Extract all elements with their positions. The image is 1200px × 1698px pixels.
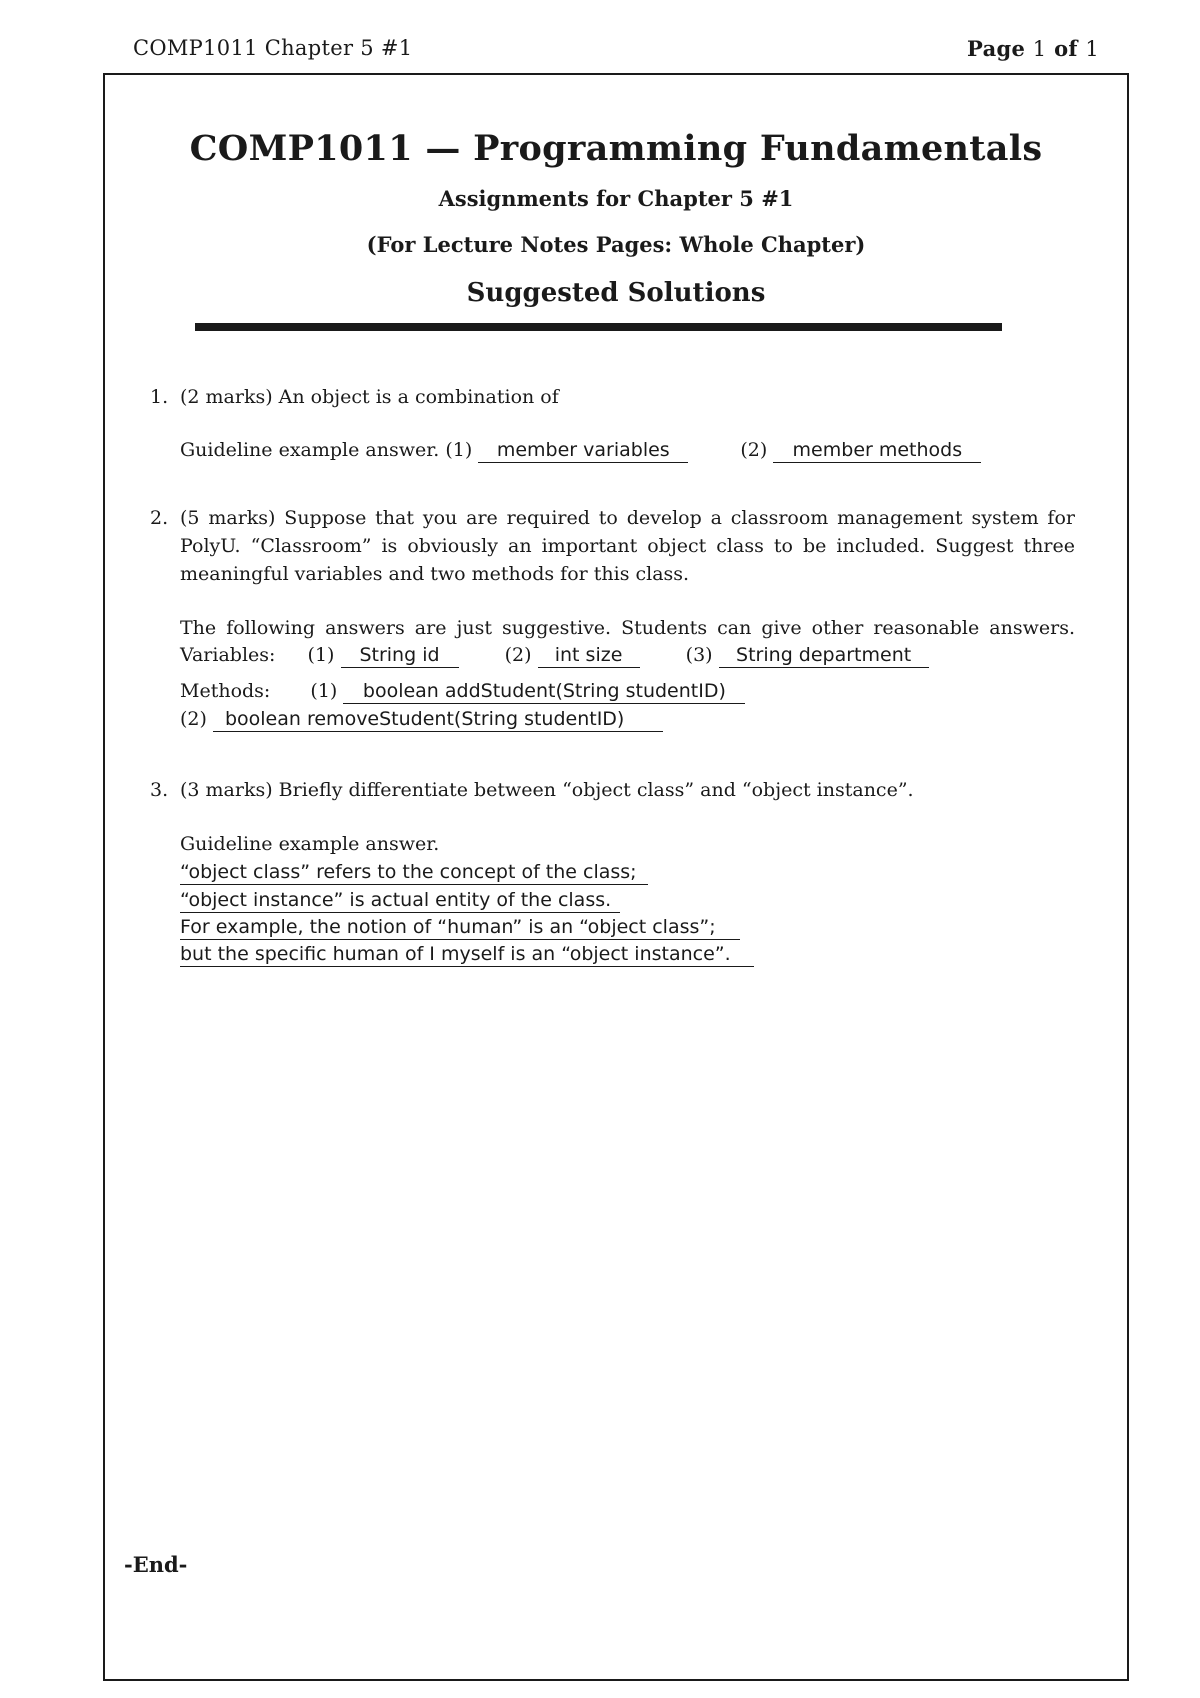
q2-method-label-2: (2) xyxy=(180,708,207,730)
q2-variable-3: String department xyxy=(719,643,929,668)
q2-method-label-1: (1) xyxy=(310,680,338,702)
q1-prompt: (2 marks) An object is a combination of xyxy=(180,386,559,408)
q2-variable-label-2: (2) xyxy=(504,644,532,666)
q2-variable-2: int size xyxy=(538,643,640,668)
q1-answer-1: member variables xyxy=(478,438,688,463)
document-title: COMP1011 — Programming Fundamentals xyxy=(189,128,1043,169)
q3-answer-lead: Guideline example answer. xyxy=(180,833,440,855)
title-divider xyxy=(195,323,1002,331)
q3-answer-line-4 xyxy=(180,942,754,967)
q3-answer-text-4: but the specific human of I myself is an “object instance”. xyxy=(180,942,754,967)
q2-methods-line xyxy=(180,679,745,704)
section-title: Suggested Solutions xyxy=(466,278,766,308)
q2-methods-label: Methods: xyxy=(180,680,271,702)
q2-variables-label: Variables: xyxy=(180,644,276,666)
q1-number: 1. xyxy=(150,386,169,408)
q2-prompt-line-1: (5 marks) Suppose that you are required to develop a classroom management system for xyxy=(180,507,1075,529)
q1-label-2: (2) xyxy=(740,439,768,461)
running-header xyxy=(133,36,1099,61)
q2-method-1: boolean addStudent(String studentID) xyxy=(343,679,745,704)
q2-number: 2. xyxy=(150,507,169,529)
q2-variable-label-3: (3) xyxy=(685,644,713,666)
q1-answer-line xyxy=(180,438,981,463)
q2-variable-label-1: (1) xyxy=(307,644,335,666)
q1-answer-lead: Guideline example answer. xyxy=(180,439,440,461)
q3-prompt: (3 marks) Briefly differentiate between “object class” and “object instance”. xyxy=(180,779,914,801)
header-page-current: 1 xyxy=(1032,37,1047,61)
lecture-reference: (For Lecture Notes Pages: Whole Chapter) xyxy=(366,232,866,257)
q2-variables-line xyxy=(180,643,929,668)
header-page-number xyxy=(967,36,1099,61)
q1-answer-2: member methods xyxy=(773,438,981,463)
q3-answer-text-1: “object class” refers to the concept of the class; xyxy=(180,860,648,885)
q2-note: The following answers are just suggestive. Students can give other reasonable answers. xyxy=(180,617,1075,639)
header-page-of: of xyxy=(1054,36,1078,61)
q3-answer-line-2 xyxy=(180,888,620,913)
q3-answer-text-3: For example, the notion of “human” is an “object class”; xyxy=(180,915,740,940)
q2-methods-line-2 xyxy=(180,707,663,732)
q3-answer-text-2: “object instance” is actual entity of the class. xyxy=(180,888,620,913)
q3-number: 3. xyxy=(150,779,169,801)
q2-variable-1: String id xyxy=(341,643,459,668)
q2-prompt-line-2: PolyU. “Classroom” is obviously an important object class to be included. Suggest three xyxy=(180,535,1075,557)
q2-prompt-line-3: meaningful variables and two methods for this class. xyxy=(180,563,690,585)
document-subtitle: Assignments for Chapter 5 #1 xyxy=(438,186,794,211)
q2-method-2: boolean removeStudent(String studentID) xyxy=(213,707,663,732)
header-page-label: Page xyxy=(967,36,1026,61)
header-course-ref: COMP1011 Chapter 5 #1 xyxy=(133,36,413,60)
q1-label-1: (1) xyxy=(445,439,473,461)
q3-answer-line-1 xyxy=(180,860,648,885)
q3-answer-line-3 xyxy=(180,915,740,940)
end-marker: -End- xyxy=(124,1552,188,1577)
header-page-total: 1 xyxy=(1085,37,1099,61)
